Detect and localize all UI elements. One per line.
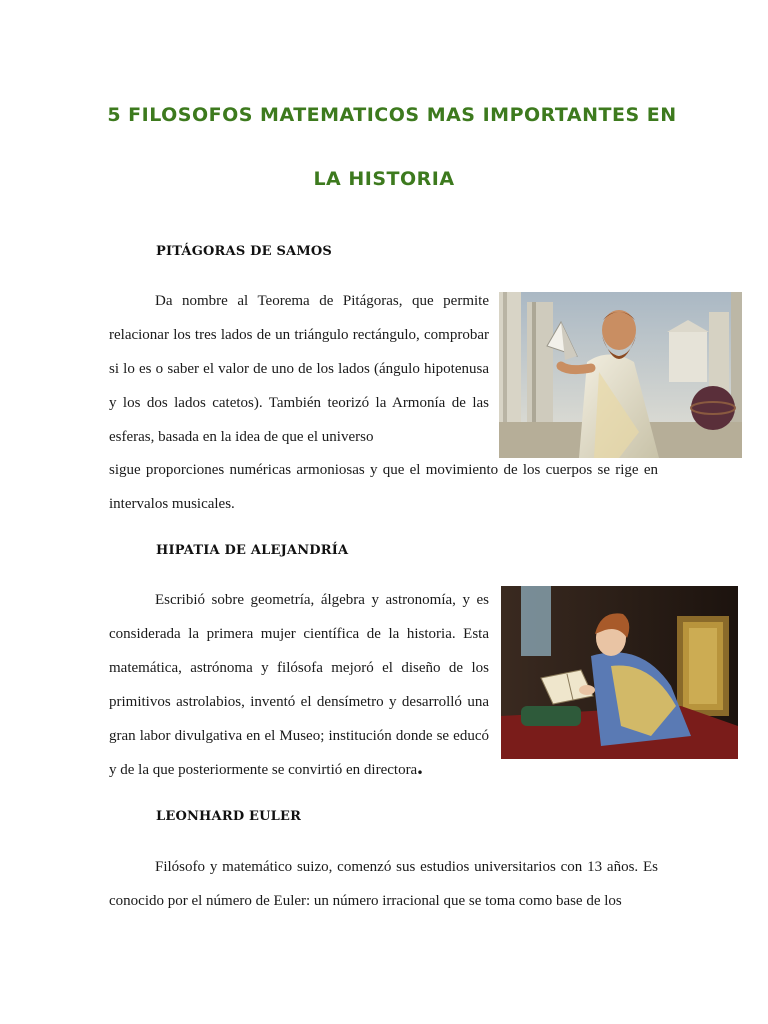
section-heading-hipatia: HIPATIA DE ALEJANDRÍA xyxy=(156,543,349,558)
paragraph-hipatia-text: Escribió sobre geometría, álgebra y astronomía, y es considerada la primera mujer científica de la historia. Esta matemática, astrónoma y filósofa mejoró el diseño de los primitivos astrolabios, inventó el densímetro y desarrolló una gran labor divulgativa en el Museo; institución donde se educó y de la que posteriormente se convirtió en directora xyxy=(109,592,489,778)
paragraph-euler-text: Filósofo y matemático suizo, comenzó sus estudios universitarios con 13 años. Es conocido por el número de Euler: un número irracional que se toma como base de los xyxy=(109,859,658,909)
section-heading-euler: LEONHARD EULER xyxy=(156,809,302,824)
paragraph-pitagoras-tail: sigue proporciones numéricas armoniosas y que el movimiento de los cuerpos se rige en intervalos musicales. xyxy=(109,462,658,512)
document-title-line-1: 5 FILOSOFOS MATEMATICOS MAS IMPORTANTES EN xyxy=(107,104,677,126)
section-heading-pitagoras: PITÁGORAS DE SAMOS xyxy=(156,244,333,259)
paragraph-pitagoras xyxy=(109,284,489,454)
paragraph-hipatia xyxy=(109,583,489,787)
hypatia-painting xyxy=(501,586,738,759)
paragraph-euler xyxy=(109,850,658,918)
paragraph-hipatia-end: . xyxy=(417,754,423,779)
paragraph-pitagoras-text: Da nombre al Teorema de Pitágoras, que permite relacionar los tres lados de un triángulo rectángulo, comprobar si lo es o saber el valor de uno de los lados (ángulo hipotenusa y los dos lados catetos). También teorizó la Armonía de las esferas, basada en la idea de que el universo xyxy=(109,293,489,445)
document-title-line-2: LA HISTORIA xyxy=(313,168,455,190)
pythagoras-painting xyxy=(499,292,742,458)
